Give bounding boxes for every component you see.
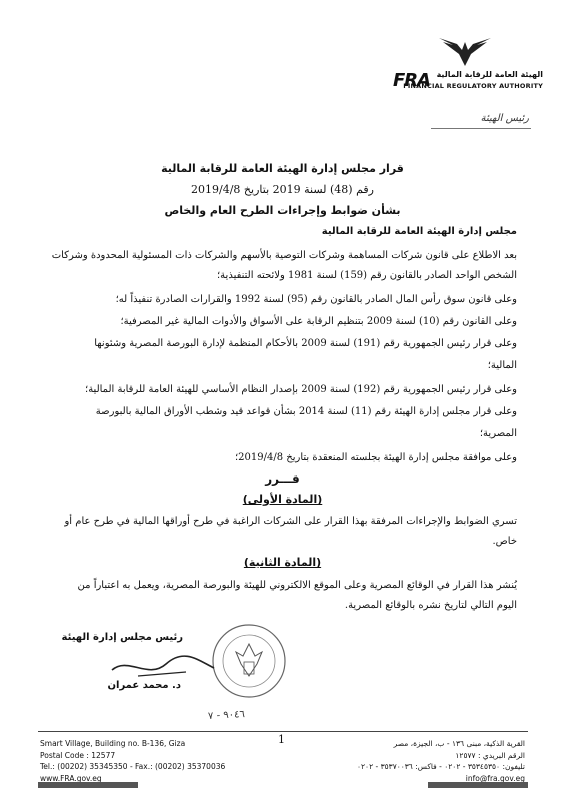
- org-name-arabic: الهيئة العامة للرقابة المالية: [436, 70, 543, 79]
- preamble-line: بعد الاطلاع على قانون شركات المساهمة وشركات التوصية بالأسهم والشركات ذات المسئولية المحدودة وشركات: [51, 250, 517, 261]
- article-1-line: خاص.: [492, 536, 517, 547]
- official-seal-icon: [210, 622, 288, 700]
- signatory-title: رئيس مجلس إدارة الهيئة: [61, 632, 183, 643]
- page-number: 1: [278, 733, 285, 746]
- signatory-name: د. محمد عمران: [107, 680, 181, 691]
- preamble-line: وعلى قانون سوق رأس المال الصادر بالقانون رقم (95) لسنة 1992 والقرارات الصادرة تنفيذاً له؛: [115, 294, 517, 305]
- preamble-line: وعلى القانون رقم (10) لسنة 2009 بتنظيم الرقابة على الأسواق والأدوات المالية غير المصرفية؛: [120, 316, 517, 327]
- logo-abbr: FRA: [393, 70, 431, 91]
- footer-english: [40, 738, 225, 784]
- chairman-label: رئيس الهيئة: [480, 113, 529, 124]
- footer-phone: Tel.: (00202) 35345350 - Fax.: (00202) 35370036: [40, 762, 226, 771]
- board-heading: مجلس إدارة الهيئة العامة للرقابة المالية: [321, 226, 517, 237]
- footer-email: info@fra.gov.eg: [465, 773, 525, 783]
- article-2-title: (المادة الثانية): [243, 556, 322, 569]
- footer-bar-right: [428, 782, 528, 788]
- org-name-english: FINANCIAL REGULATORY AUTHORITY: [403, 82, 543, 90]
- decision-subject: بشأن ضوابط وإجراءات الطرح العام والخاص: [164, 204, 401, 217]
- preamble-line: وعلى موافقة مجلس إدارة الهيئة بجلسته المنعقدة بتاريخ 2019/4/8؛: [234, 452, 517, 463]
- footer-address: Smart Village, Building no. B-136, Giza: [40, 739, 186, 748]
- footer-postal: Postal Code : 12577: [40, 750, 116, 760]
- preamble-line: المصرية؛: [479, 428, 517, 439]
- footer-postal-ar: الرقم البريدي : ١٢٥٧٧: [455, 750, 525, 760]
- divider: [431, 128, 531, 129]
- decision-title: قرار مجلس إدارة الهيئة العامة للرقابة المالية: [161, 162, 404, 175]
- preamble-line: وعلى قرار رئيس الجمهورية رقم (192) لسنة 2009 بإصدار النظام الأساسي للهيئة العامة للرقابة المالية؛: [85, 384, 517, 395]
- footer-website: www.FRA.gov.eg: [40, 773, 102, 783]
- footer-arabic: [357, 738, 525, 784]
- article-2-line: اليوم التالي لتاريخ نشره بالوقائع المصرية.: [344, 600, 517, 611]
- article-1-line: تسري الضوابط والإجراءات المرفقة بهذا القرار على الشركات الراغبة في طرح أوراقها المالية في طرح عام أو: [64, 516, 517, 527]
- preamble-line: الشخص الواحد الصادر بالقانون رقم (159) لسنة 1981 ولائحته التنفيذية؛: [217, 270, 517, 281]
- footer-phone-ar: تليفون: ٣٥٣٤٥٣٥٠ - ٠٢٠٢ - فاكس: ٣٥٣٧٠٠٣٦ - ٠٢٠٢: [357, 762, 525, 771]
- eagle-icon: [435, 36, 495, 70]
- article-1-title: (المادة الأولى): [242, 493, 323, 506]
- preamble-line: المالية؛: [487, 360, 517, 371]
- decision-number: رقم (48) لسنة 2019 بتاريخ 2019/4/8: [191, 183, 374, 196]
- footer-address-ar: القرية الذكية، مبنى ١٣٦ - ب، الجيزة، مصر: [393, 739, 525, 748]
- footer-divider: [38, 731, 528, 732]
- footer-bar-left: [38, 782, 138, 788]
- preamble-line: وعلى قرار رئيس الجمهورية رقم (191) لسنة 2009 بالأحكام المنظمة لإدارة البورصة المصرية وشئونها: [94, 338, 517, 349]
- handwritten-date: ٩٠٤٦ - ٧: [207, 709, 246, 722]
- preamble-line: وعلى قرار مجلس إدارة الهيئة رقم (11) لسنة 2014 بشأن قواعد قيد وشطب الأوراق المالية بالبورصة: [95, 406, 517, 417]
- fra-logo: [393, 36, 543, 96]
- handwritten-signature: [108, 650, 218, 684]
- article-2-line: يُنشر هذا القرار في الوقائع المصرية وعلى الموقع الالكتروني للهيئة والبورصة المصرية، ويعمل به اعتباراً من: [77, 580, 517, 591]
- decision-heading: قـــرر: [265, 472, 300, 486]
